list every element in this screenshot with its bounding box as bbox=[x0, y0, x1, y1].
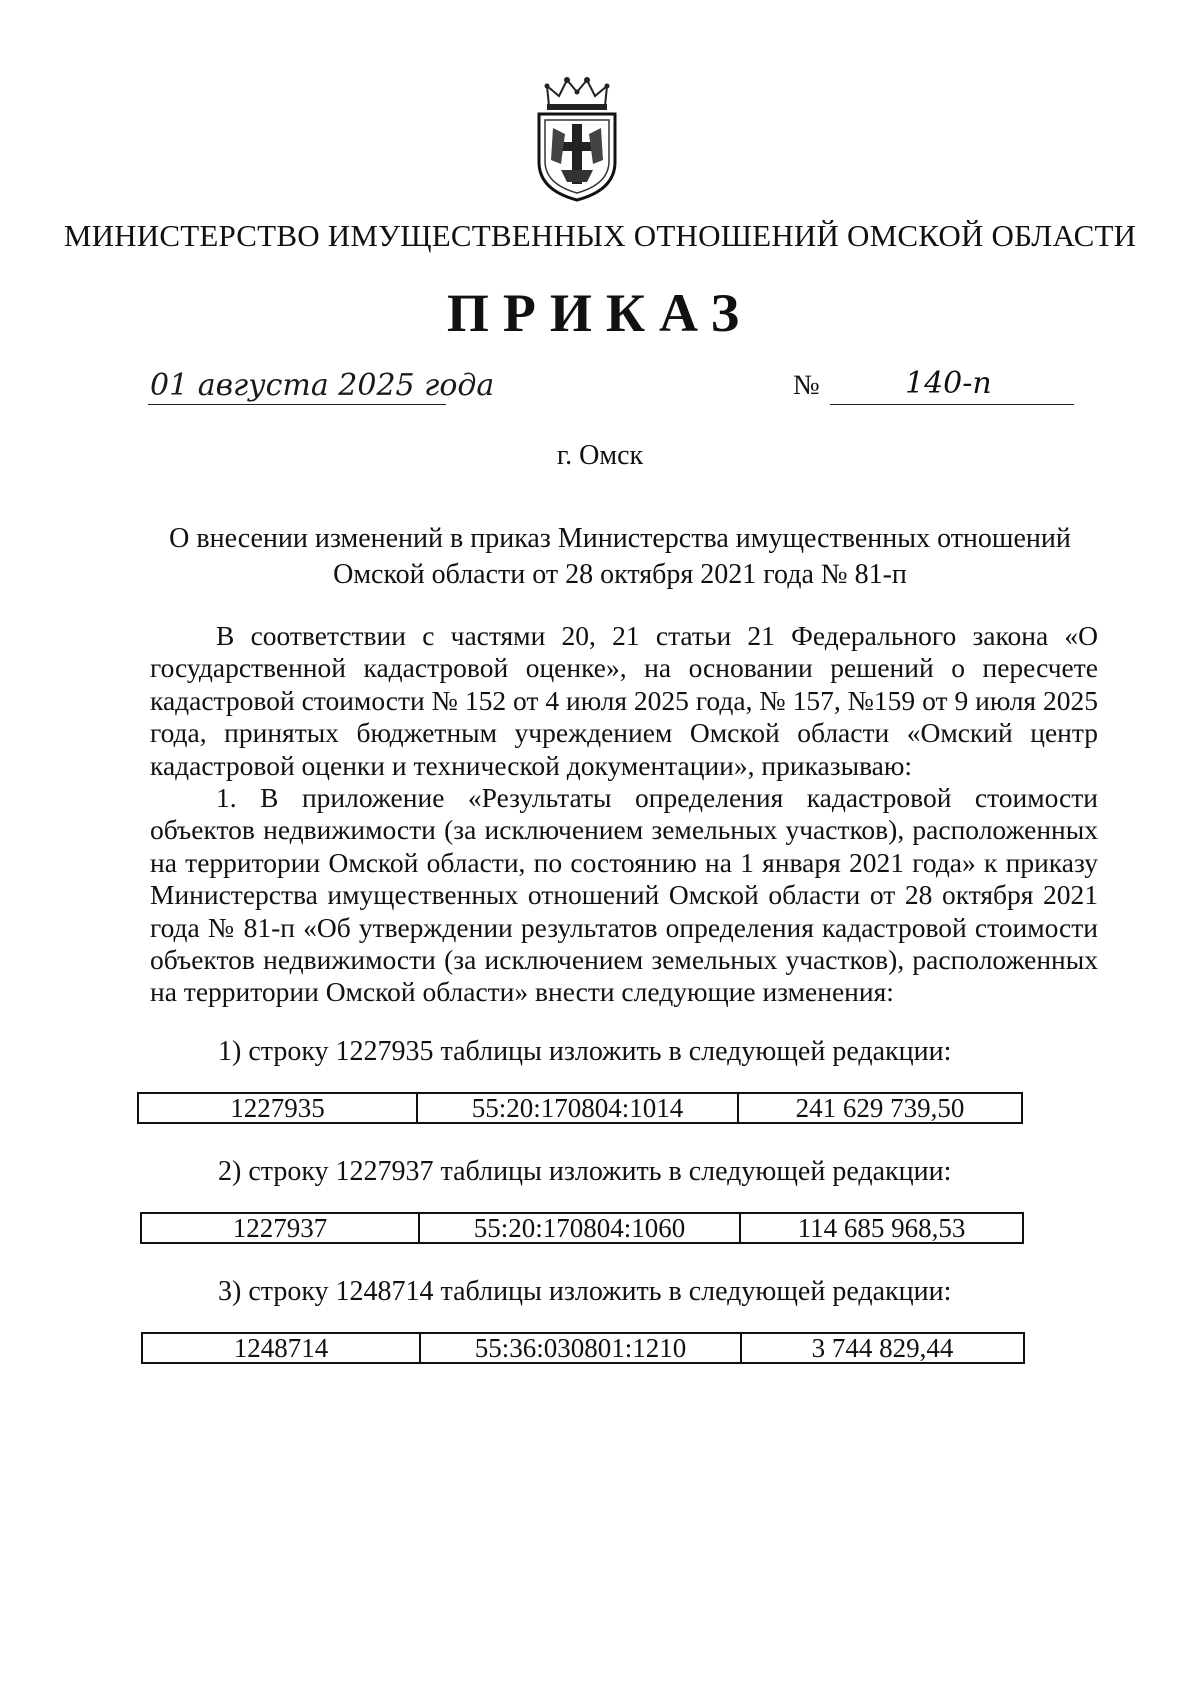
cadastral-number-cell: 55:20:170804:1014 bbox=[417, 1093, 738, 1123]
number-underline bbox=[830, 404, 1074, 405]
coat-of-arms-icon bbox=[531, 72, 623, 202]
cadastral-value-cell: 114 685 968,53 bbox=[740, 1213, 1023, 1243]
number-sign: № bbox=[793, 370, 820, 401]
amendment-item-3: 3) строку 1248714 таблицы изложить в следующей редакции: bbox=[218, 1276, 952, 1307]
cadastral-number-cell: 55:36:030801:1210 bbox=[420, 1333, 741, 1363]
preamble-paragraph: В соответствии с частями 20, 21 статьи 21 Федерального закона «О государственной кадастровой оценке», на основании решений о пересчете кадастровой стоимости № 152 от 4 июля 2025 года, № 157, №159 от 9 июля 2025 года, принятых бюджетным учреждением Омской области «Омский центр кадастровой оценки и технической документации», приказываю: bbox=[150, 620, 1098, 781]
date-underline bbox=[148, 404, 446, 405]
handwritten-order-number: 140-п bbox=[905, 366, 992, 401]
table-row bbox=[142, 1333, 1024, 1363]
subject-line-2: Омской области от 28 октября 2021 года № 81-п bbox=[333, 559, 907, 590]
amendment-item-2: 2) строку 1227937 таблицы изложить в следующей редакции: bbox=[218, 1156, 952, 1187]
order-subject bbox=[0, 521, 1200, 593]
cadastral-value-cell: 3 744 829,44 bbox=[741, 1333, 1024, 1363]
handwritten-date: 01 августа 2025 года bbox=[150, 368, 495, 403]
ministry-name: МИНИСТЕРСТВО ИМУЩЕСТВЕННЫХ ОТНОШЕНИЙ ОМСКОЙ ОБЛАСТИ bbox=[63, 218, 1137, 253]
cadastral-value-cell: 241 629 739,50 bbox=[738, 1093, 1022, 1123]
document-type-title: ПРИКАЗ bbox=[446, 283, 754, 343]
clause-1-paragraph: 1. В приложение «Результаты определения кадастровой стоимости объектов недвижимости (за исключением земельных участков), расположенных на территории Омской области, по состоянию на 1 января 2021 года» к приказу Министерства имущественных отношений Омской области от 28 октября 2021 года № 81-п «Об утверждении результатов определения кадастровой стоимости объектов недвижимости (за исключением земельных участков), расположенных на территории Омской области» внести следующие изменения: bbox=[150, 782, 1098, 1008]
table-row bbox=[138, 1093, 1022, 1123]
row-number-cell: 1248714 bbox=[142, 1333, 420, 1363]
cadastral-number-cell: 55:20:170804:1060 bbox=[419, 1213, 740, 1243]
amendment-table-1 bbox=[137, 1092, 1023, 1124]
amendment-item-1: 1) строку 1227935 таблицы изложить в следующей редакции: bbox=[218, 1036, 952, 1067]
table-row bbox=[141, 1213, 1023, 1243]
subject-line-1: О внесении изменений в приказ Министерства имущественных отношений bbox=[169, 523, 1071, 554]
amendment-table-3 bbox=[141, 1332, 1025, 1364]
city-label: г. Омск bbox=[556, 440, 644, 471]
row-number-cell: 1227937 bbox=[141, 1213, 419, 1243]
amendment-table-2 bbox=[140, 1212, 1024, 1244]
order-body bbox=[150, 620, 1098, 1009]
row-number-cell: 1227935 bbox=[138, 1093, 417, 1123]
coat-of-arms-emblem bbox=[531, 72, 623, 202]
